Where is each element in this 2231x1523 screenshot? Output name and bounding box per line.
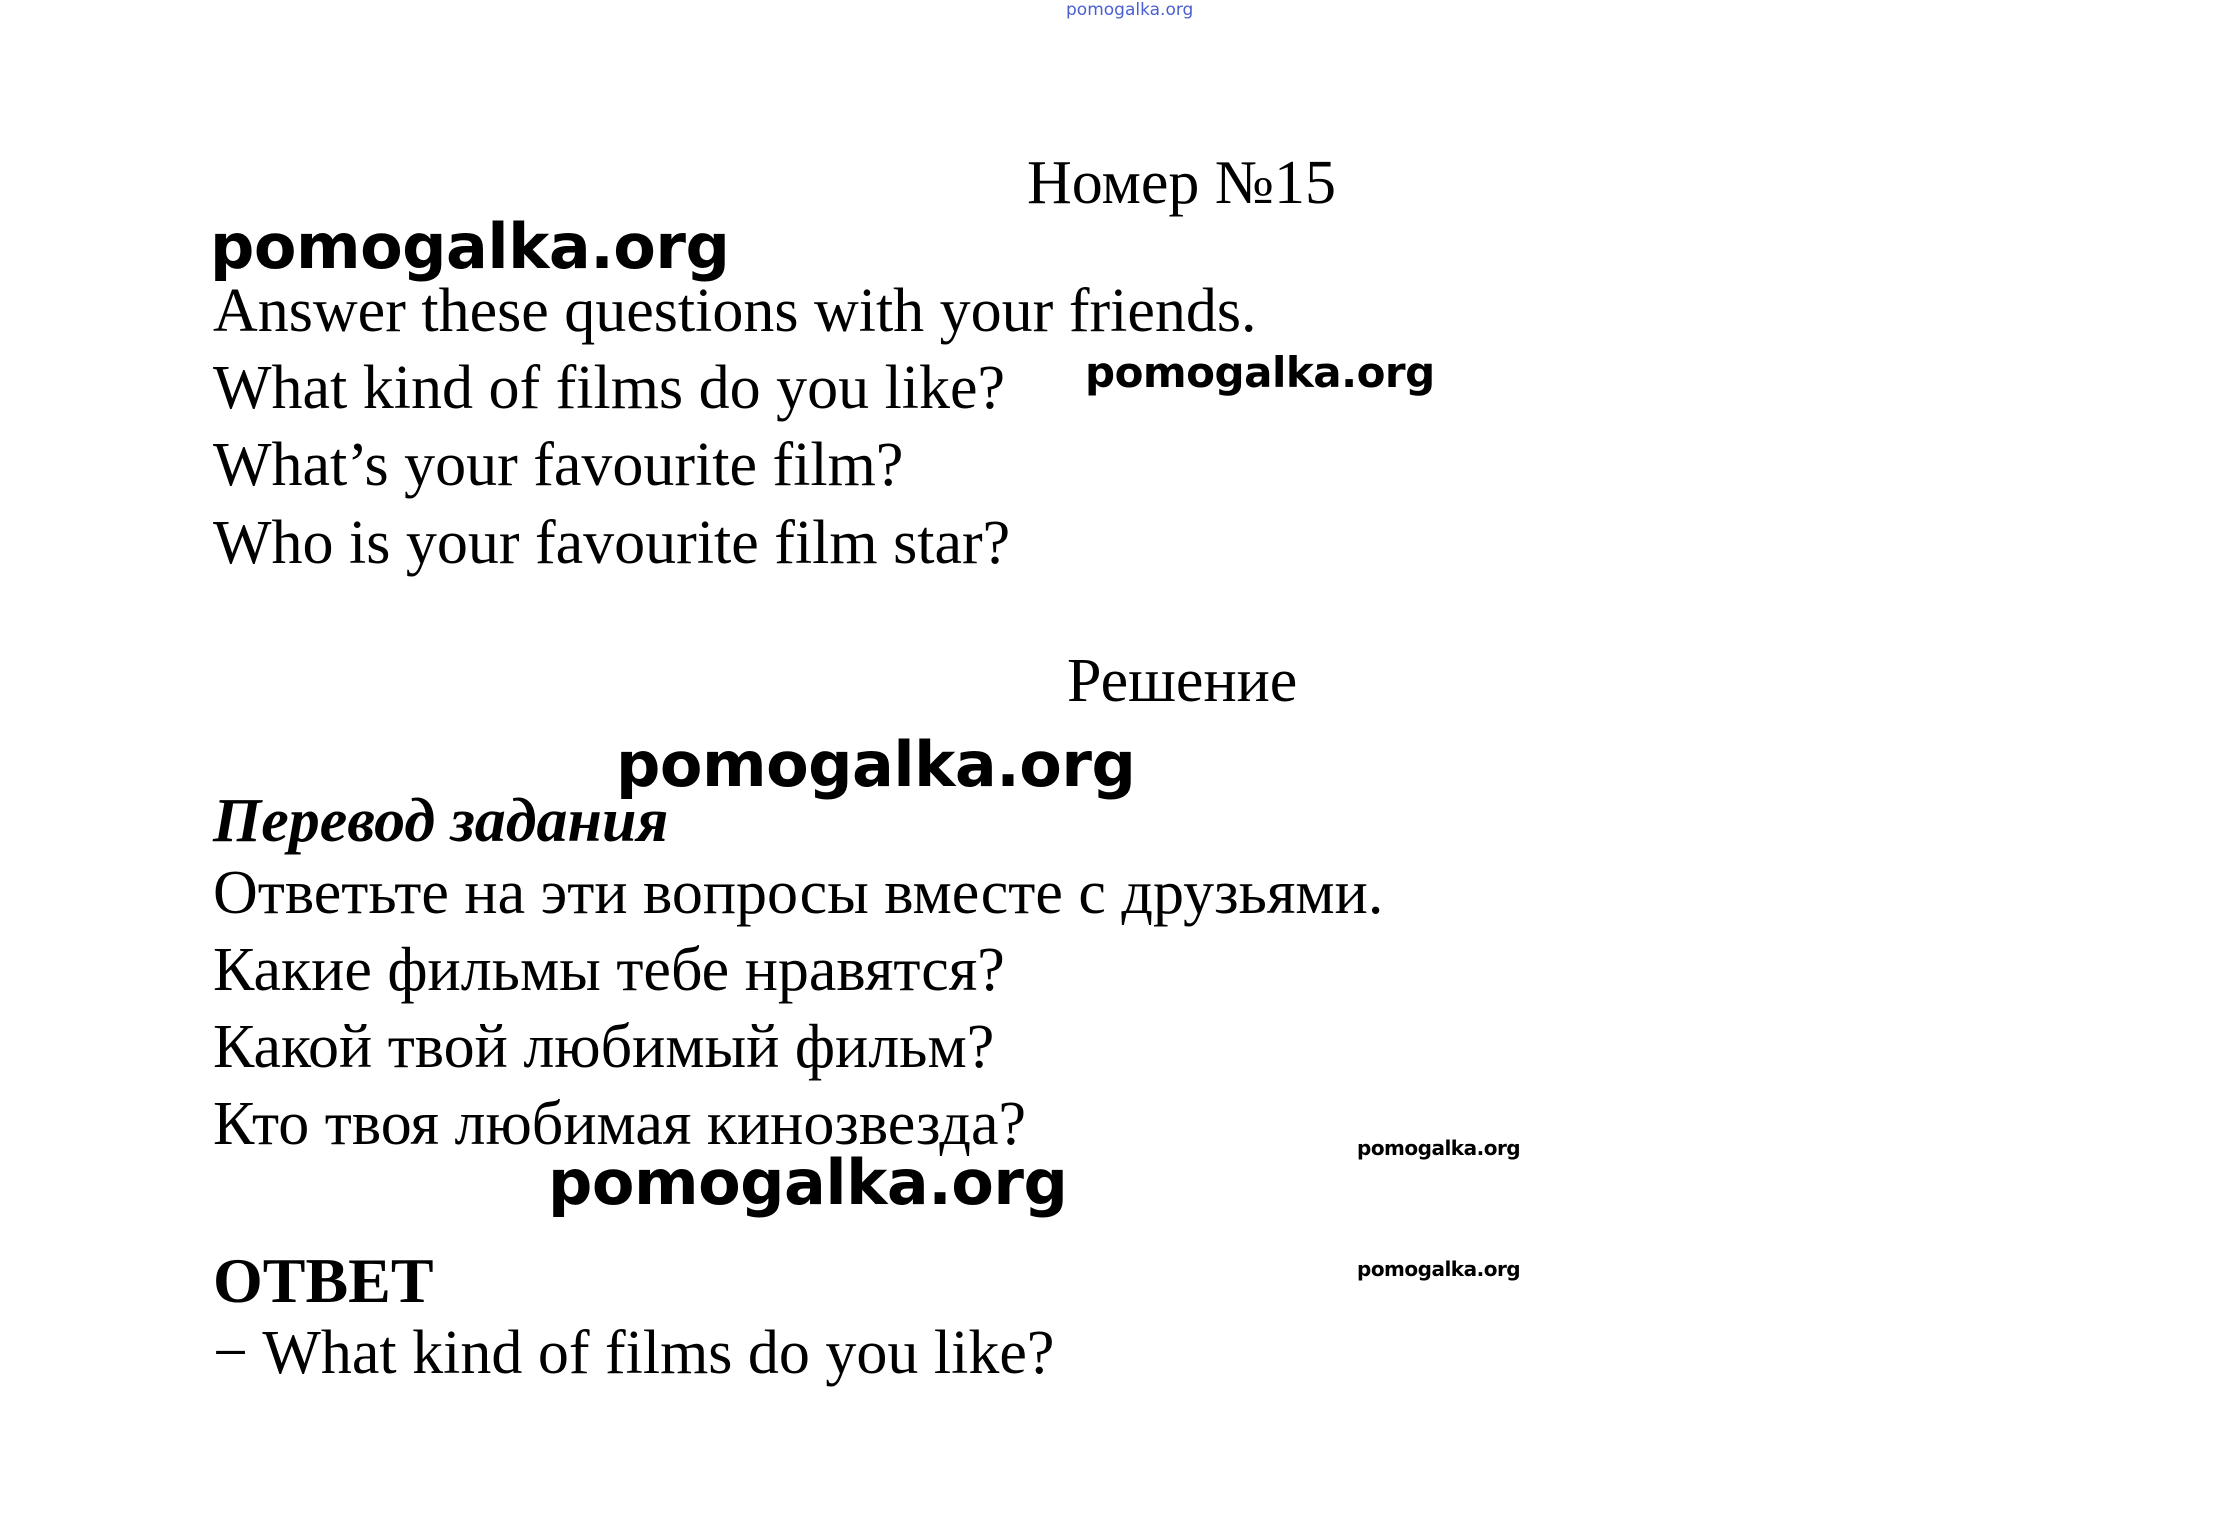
answer-heading: ОТВЕТ — [213, 1245, 434, 1316]
watermark-text: pomogalka.org — [1357, 1136, 1521, 1160]
translation-line-4: Кто твоя любимая кинозвезда? — [213, 1090, 1026, 1158]
watermark-text: pomogalka.org — [616, 728, 1136, 801]
translation-line-2: Какие фильмы тебе нравятся? — [213, 936, 1005, 1004]
task-number-title: Номер №15 — [1027, 149, 1337, 217]
answer-line-1: − What kind of films do you like? — [213, 1319, 1055, 1387]
translation-heading: Перевод задания — [213, 787, 669, 855]
watermark-text: pomogalka.org — [548, 1146, 1068, 1219]
translation-line-1: Ответьте на эти вопросы вместе с друзьями. — [213, 859, 1384, 927]
watermark-text: pomogalka.org — [210, 210, 730, 283]
task-line-1: Answer these questions with your friends. — [213, 277, 1257, 345]
task-line-2: What kind of films do you like? — [213, 354, 1006, 422]
translation-line-3: Какой твой любимый фильм? — [213, 1013, 995, 1081]
watermark-text: pomogalka.org — [1085, 348, 1435, 397]
task-line-3: What’s your favourite film? — [213, 431, 904, 499]
watermark-text: pomogalka.org — [1357, 1257, 1521, 1281]
solution-title: Решение — [1067, 647, 1298, 715]
top-watermark-link[interactable]: pomogalka.org — [1066, 0, 1194, 20]
task-line-4: Who is your favourite film star? — [213, 509, 1011, 577]
